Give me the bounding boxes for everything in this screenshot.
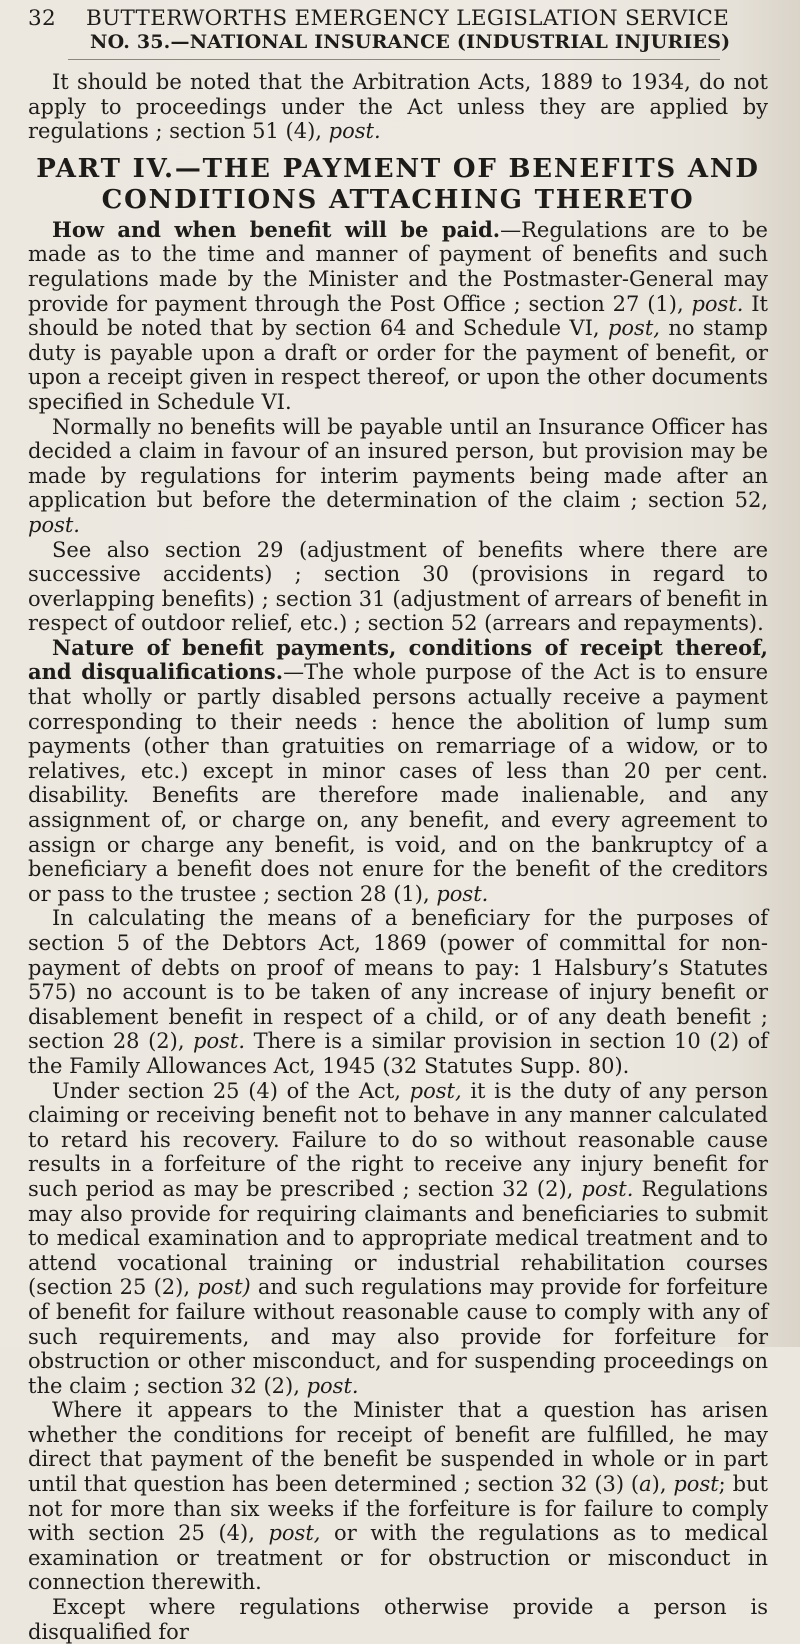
paragraph-suspension: Where it appears to the Minister that a question has arisen whether the conditions for receipt of benefit are fulfilled, he may direct that payment of the benefit be suspended in whole or in part until that question has been determined ; section 32 (3) (a), post; but not for more than six weeks if the forfeiture is for failure to comply with section 25 (4), post, or with the regulations as to medical examination or treatment or for obstruction or misconduct in connection therewith.	[28, 1398, 768, 1595]
intro-paragraph: It should be noted that the Arbitration Acts, 1889 to 1934, do not apply to proceedings under the Act unless they are applied by regulations ; section 51 (4), post.	[28, 70, 768, 144]
running-title: BUTTERWORTHS EMERGENCY LEGISLATION SERVICE	[86, 6, 730, 31]
running-head	[28, 6, 780, 31]
paragraph-see-also: See also section 29 (adjustment of benefits where there are successive accidents) ; section 30 (provisions in regard to overlapping benefits) ; section 31 (adjustment of arrears of benefit in respect of outdoor relief, etc.) ; section 52 (arrears and repayments).	[28, 537, 768, 636]
page-header	[28, 6, 780, 53]
page-number: 32	[28, 6, 56, 31]
paragraph-payment-timing: How and when benefit will be paid.—Regulations are to be made as to the time and manner of payment of benefits and such regulations made by the Minister and the Postmaster-General may provide for payment through the Post Office ; section 27 (1), post. It should be noted that by section 64 and Schedule VI, post, no stamp duty is payable upon a draft or order for the payment of benefit, or upon a receipt given in respect thereof, or upon the other documents specified in Schedule VI.	[28, 216, 768, 414]
paragraph-duty-of-claimant: Under section 25 (4) of the Act, post, it is the duty of any person claiming or receiving benefit not to behave in any manner calculated to retard his recovery. Failure to do so without reasonable cause results in a forfeiture of the right to receive any injury benefit for such period as may be prescribed ; section 32 (2), post. Regulations may also provide for requiring claimants and beneficiaries to submit to medical examination and to appropriate medical treatment and to attend vocational training or industrial rehabilitation courses (section 25 (2), post) and such regulations may provide for forfeiture of benefit for failure without reasonable cause to comply with any of such requirements, and may also provide for forfeiture for obstruction or other misconduct, and for suspending proceedings on the claim ; section 32 (2), post.	[28, 1078, 769, 1398]
header-divider	[68, 59, 720, 60]
paragraph-debtors-act: In calculating the means of a beneficiary for the purposes of section 5 of the Debtors Act, 1869 (power of committal for non-payment of debts on proof of means to pay: 1 Halsbury’s Statutes 575) no account is to be taken of any increase of injury benefit or disablement benefit in respect of a child, or of any death benefit ; section 28 (2), post. There is a similar provision in section 10 (2) of the Family Allowances Act, 1945 (32 Statutes Supp. 80).	[28, 906, 768, 1078]
part-heading-line-1: PART IV.—THE PAYMENT OF BENEFITS AND	[36, 153, 760, 184]
part-heading	[28, 154, 768, 216]
paragraph-disqualification: Except where regulations otherwise provide a person is disqualified for	[28, 1595, 768, 1644]
paragraph-nature-of-benefit: Nature of benefit payments, conditions of receipt thereof, and disqualifications.—The whole purpose of the Act is to ensure that wholly or partly disabled persons actually receive a payment corresponding to their needs : hence the abolition of lump sum payments (other than gratuities on remarriage of a widow, or to relatives, etc.) except in minor cases of less than 20 per cent. disability. Benefits are therefore made inalienable, and any assignment of, or charge on, any benefit, and every agreement to assign or charge any benefit, is void, and on the bankruptcy of a beneficiary a benefit does not enure for the benefit of the creditors or pass to the trustee ; section 28 (1), post.	[28, 634, 768, 906]
section-lead: Nature of benefit payments, conditions of receipt thereof, and disqualifications.	[28, 634, 768, 685]
chapter-title: NO. 35.—NATIONAL INSURANCE (INDUSTRIAL INJURIES)	[90, 31, 731, 53]
paragraph-interim-payments: Normally no benefits will be payable until an Insurance Officer has decided a claim in favour of an insured person, but provision may be made by regulations for interim payments being made after an application but before the determination of the claim ; section 52, post.	[28, 414, 768, 537]
body-text	[28, 70, 768, 1644]
part-heading-line-2: CONDITIONS ATTACHING THERETO	[101, 184, 695, 215]
section-lead: How and when benefit will be paid.	[52, 216, 501, 242]
